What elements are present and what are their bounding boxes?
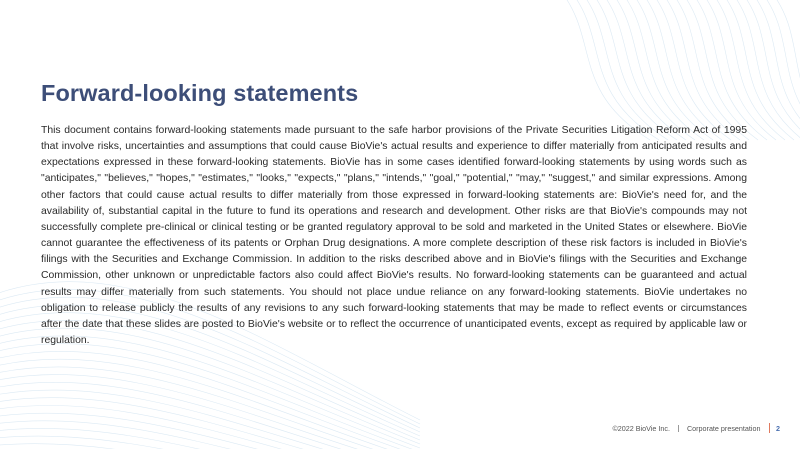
background-wave-line bbox=[590, 0, 677, 140]
background-wave-line bbox=[740, 0, 800, 140]
background-wave-line bbox=[0, 421, 420, 449]
background-wave-line bbox=[0, 367, 420, 449]
background-wave-line bbox=[0, 359, 420, 449]
page-number: 2 bbox=[776, 423, 780, 433]
background-wave-line bbox=[0, 390, 420, 449]
background-wave-line bbox=[770, 0, 800, 140]
background-wave-line bbox=[560, 0, 650, 140]
background-wave-line bbox=[620, 0, 704, 140]
background-wave-line bbox=[0, 336, 420, 448]
background-wave-line bbox=[580, 0, 668, 140]
disclaimer-paragraph: This document contains forward-looking statements made pursuant to the safe harbor provisions of the Private Securities Litigation Reform Act of 1995 that involve risks, uncertainties and assumptions that could cause BioVie's actual results and experience to differ materially from anticipated results and expectations expressed in these forward-looking statements. BioVie has in some cases identified forward-looking statements by using words such as "anticipates," "believes," "hopes," "estimates," "looks," "expects," "plans," "intends," "goal," "potential," "may," "suggest," and similar expressions. Among other factors that could cause actual results to differ materially from those expressed in forward-looking statements are: BioVie's need for, and the availability of, substantial capital in the future to fund its operations and research and development. Other risks are that BioVie's compounds may not successfully complete pre-clinical or clinical testing or be granted regulatory approval to be sold and marketed in the United States or elsewhere. BioVie cannot guarantee the effectiveness of its patents or Orphan Drug designations. A more complete description of these risk factors is included in BioVie's filings with the Securities and Exchange Commission. In addition to the risks described above and in BioVie's filings with the Securities and Exchange Commission, other unknown or unpredictable factors also could affect BioVie's results. No forward-looking statements can be guaranteed and actual results may differ materially from such statements. You should not place undue reliance on any forward-looking statements. BioVie undertakes no obligation to release publicly the results of any revisions to any such forward-looking statements that may be made to reflect events or circumstances after the date that these slides are posted to BioVie's website or to reflect the occurrence of unanticipated events, except as required by applicable law or regulation. bbox=[41, 125, 747, 347]
background-wave-line bbox=[0, 344, 420, 449]
background-wave-line bbox=[760, 0, 800, 140]
background-wave-line bbox=[0, 351, 420, 449]
background-wave-line bbox=[720, 0, 794, 140]
background-wave-line bbox=[700, 0, 776, 140]
background-wave-line bbox=[750, 0, 800, 140]
background-wave-line bbox=[660, 0, 740, 140]
page-title: Forward-looking statements bbox=[41, 80, 359, 106]
background-wave-line bbox=[0, 382, 420, 449]
background-wave-line bbox=[0, 398, 420, 449]
background-wave-line bbox=[690, 0, 767, 140]
background-wave-line bbox=[0, 413, 420, 449]
background-wave-line bbox=[570, 0, 659, 140]
background-wave-line bbox=[0, 428, 420, 449]
background-wave-line bbox=[670, 0, 749, 140]
background-wave-line bbox=[0, 436, 420, 449]
background-wave-line bbox=[730, 0, 800, 140]
background-wave-line bbox=[600, 0, 686, 140]
footer-copyright: ©2022 BioVie Inc. bbox=[612, 423, 670, 433]
background-wave-line bbox=[0, 444, 420, 449]
background-wave-line bbox=[680, 0, 758, 140]
footer bbox=[612, 422, 780, 434]
background-wave-line bbox=[0, 375, 420, 449]
background-wave-line bbox=[610, 0, 695, 140]
background-wave-line bbox=[630, 0, 713, 140]
footer-divider bbox=[678, 425, 679, 432]
footer-accent-divider bbox=[769, 423, 771, 433]
background-wave-line bbox=[650, 0, 731, 140]
footer-label: Corporate presentation bbox=[686, 423, 761, 433]
background-wave-line bbox=[0, 405, 420, 449]
background-wave-line bbox=[710, 0, 785, 140]
background-wave-line bbox=[640, 0, 722, 140]
